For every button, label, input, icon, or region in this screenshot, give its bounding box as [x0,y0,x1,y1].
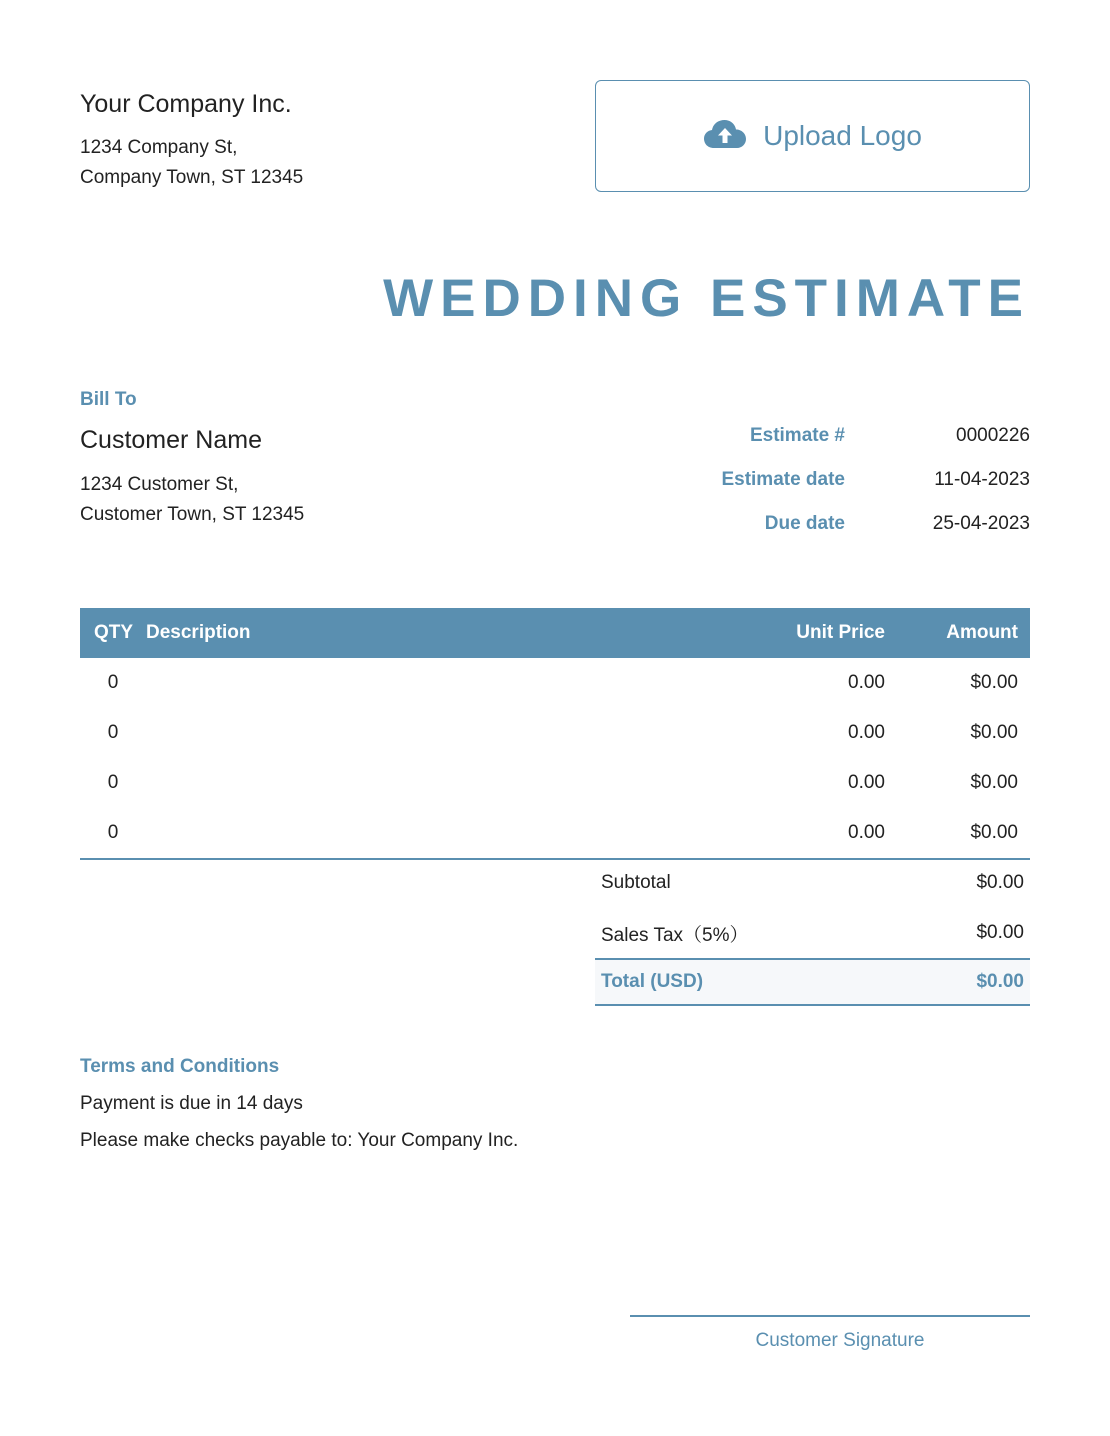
header-unit-price: Unit Price [796,622,885,643]
signature-line [630,1315,1030,1317]
subtotal-value: $0.00 [976,872,1024,893]
cell-qty-value: 0 [107,772,119,793]
sales-tax-row [595,908,1030,958]
total-row [595,958,1030,1006]
meta-value: 11-04-2023 [934,469,1030,490]
company-name: Your Company Inc. [80,90,292,118]
totals-block [595,858,1030,1006]
customer-address-line1: 1234 Customer St, [80,474,239,495]
items-table-header [80,608,1030,658]
cell-amount: $0.00 [970,772,1018,793]
meta-label: Estimate date [721,469,845,490]
meta-value: 25-04-2023 [932,513,1030,534]
meta-row-estimate-date [600,458,1030,502]
company-address-line2: Company Town, ST 12345 [80,167,304,188]
cell-qty [80,672,146,694]
customer-address [80,470,304,530]
table-row [80,658,1030,708]
meta-row-due-date [600,502,1030,546]
terms-heading: Terms and Conditions [80,1056,280,1077]
items-table [80,608,1030,860]
cell-qty-value: 0 [107,672,119,693]
header-description: Description [146,622,251,643]
cloud-upload-icon [703,119,747,154]
sales-tax-value: $0.00 [976,922,1024,943]
meta-value: 0000226 [956,425,1030,446]
header-amount: Amount [946,622,1018,643]
subtotal-row [595,858,1030,908]
sales-tax-label: Sales Tax（5%） [601,924,749,946]
company-address [80,133,303,193]
cell-qty [80,822,146,844]
total-value: $0.00 [976,971,1024,992]
items-table-body [80,658,1030,860]
company-address-line1: 1234 Company St, [80,137,238,158]
cell-amount: $0.00 [970,672,1018,693]
cell-qty [80,722,146,744]
cell-amount: $0.00 [970,822,1018,843]
terms-line-checks: Please make checks payable to: Your Company Inc. [80,1130,519,1151]
meta-row-estimate-number [600,414,1030,458]
cell-qty-value: 0 [107,722,119,743]
meta-label: Due date [764,513,845,534]
bill-to-label: Bill To [80,389,137,410]
cell-qty [80,772,146,794]
terms-line-payment: Payment is due in 14 days [80,1093,303,1114]
total-label: Total (USD) [601,971,704,992]
table-row [80,758,1030,808]
table-row [80,808,1030,858]
estimate-meta [600,414,1030,546]
cell-unit-price: 0.00 [848,772,885,793]
cell-unit-price: 0.00 [848,672,885,693]
signature-label: Customer Signature [755,1330,925,1351]
customer-name: Customer Name [80,426,262,454]
cell-unit-price: 0.00 [848,822,885,843]
cell-qty-value: 0 [107,822,119,843]
document-title: WEDDING ESTIMATE [383,269,1030,328]
cell-unit-price: 0.00 [848,722,885,743]
header-qty: QTY [94,622,134,643]
upload-logo-label: Upload Logo [763,120,922,151]
cell-amount: $0.00 [970,722,1018,743]
upload-logo-button[interactable] [595,80,1030,192]
subtotal-label: Subtotal [601,872,671,893]
customer-address-line2: Customer Town, ST 12345 [80,504,305,525]
meta-label: Estimate # [749,425,845,446]
table-row [80,708,1030,758]
